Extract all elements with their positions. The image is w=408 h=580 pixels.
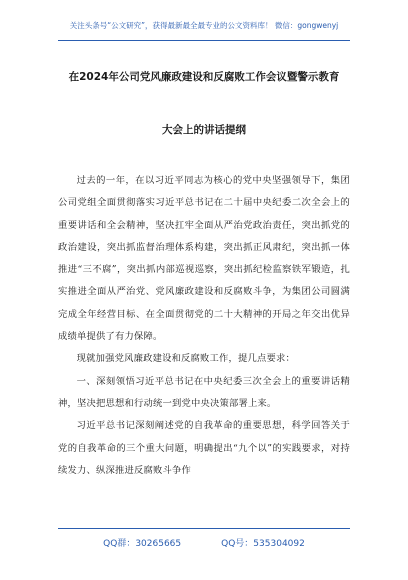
document-body: [58, 170, 350, 482]
document-title-line-2: 大会上的讲话提纲: [162, 124, 246, 136]
paragraph: 现就加强党风廉政建设和反腐败工作，提几点要求：: [76, 353, 296, 365]
document-title-line-1: 在2024年公司党风廉政建设和反腐败工作会议暨警示教育: [68, 71, 340, 83]
header-divider: [58, 40, 350, 41]
footer-qq-group: QQ群：30265665: [103, 539, 182, 549]
footer: [0, 536, 408, 549]
paragraph: 一、深刻领悟习近平总书记在中央纪委三次全会上的重要讲话精神，坚决把思想和行动统一到党中央决策部署上来。: [58, 375, 350, 409]
paragraph: 习近平总书记深刻阐述党的自我革命的重要思想，科学回答关于党的自我革命的三个重大问题，明确提出“九个以”的实践要求，对持续发力、纵深推进反腐败斗争作: [58, 420, 350, 476]
paragraph: 过去的一年，在以习近平同志为核心的党中央坚强领导下，集团公司党组全面贯彻落实习近平总书记在二十届中央纪委二次全会上的重要讲话和全会精神，坚决扛牢全面从严治党政治责任，突出抓党的政治建设，突出抓监督治理体系构建，突出抓正风肃纪，突出抓一体推进“三不腐”，突出抓内部巡视巡察，突出抓纪检监察铁军锻造，扎实推进全面从严治党、党风廉政建设和反腐败斗争，为集团公司圆满完成全年经营目标、在全面贯彻党的二十大精神的开局之年交出优异成绩单提供了有力保障。: [58, 175, 350, 343]
header-promo-text: 关注头条号“公文研究”，获得最新最全最专业的公文资料库！ 微信：gongwenyj: [69, 21, 339, 30]
footer-divider: [58, 528, 350, 529]
footer-qq-number: QQ号：535304092: [221, 539, 305, 549]
